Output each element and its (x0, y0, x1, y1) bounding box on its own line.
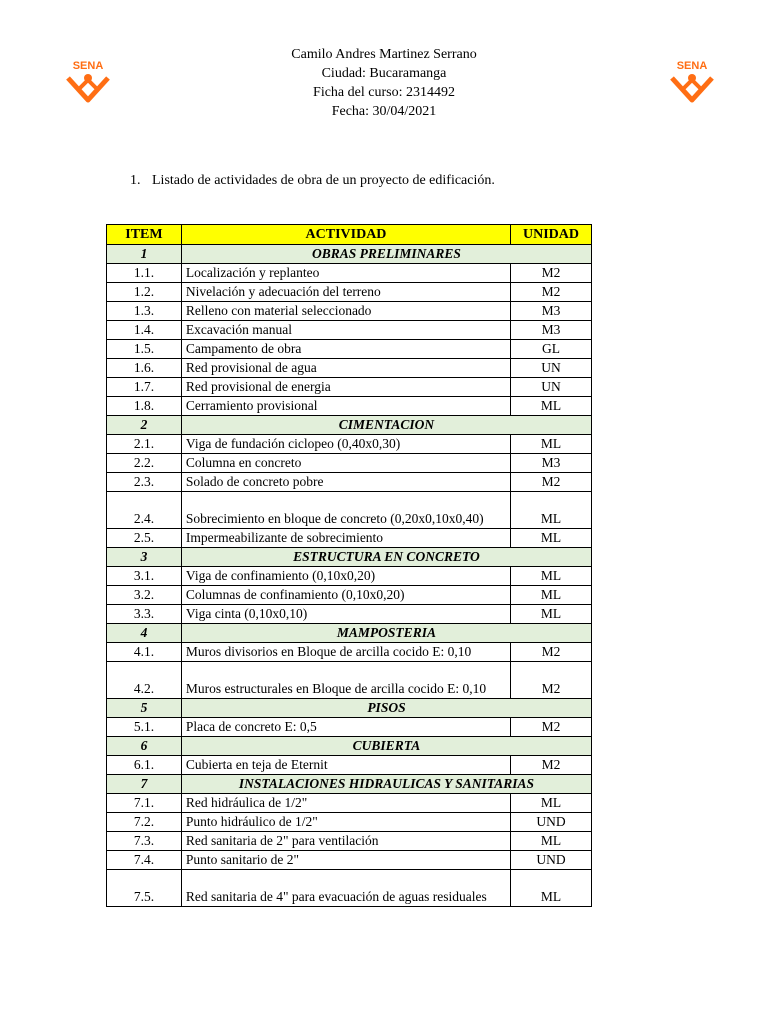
section-row (107, 699, 592, 718)
table-row (107, 473, 592, 492)
item-number: 7.4. (107, 851, 182, 870)
table-row (107, 492, 592, 529)
section-number: 4 (107, 624, 182, 643)
table-body (107, 245, 592, 907)
item-number: 1.2. (107, 283, 182, 302)
section-row (107, 624, 592, 643)
table-row (107, 605, 592, 624)
item-activity: Red sanitaria de 2" para ventilación (181, 832, 510, 851)
item-number: 2.4. (107, 492, 182, 529)
section-number: 1 (107, 245, 182, 264)
student-name: Camilo Andres Martinez Serrano (291, 47, 477, 62)
item-activity: Campamento de obra (181, 340, 510, 359)
item-activity: Excavación manual (181, 321, 510, 340)
table-row (107, 435, 592, 454)
item-activity: Viga de fundación ciclopeo (0,40x0,30) (181, 435, 510, 454)
item-number: 1.5. (107, 340, 182, 359)
item-number: 1.4. (107, 321, 182, 340)
section-row (107, 245, 592, 264)
table-row (107, 794, 592, 813)
task-text: Listado de actividades de obra de un proyecto de edificación. (152, 173, 495, 188)
table-row (107, 340, 592, 359)
section-title: CUBIERTA (181, 737, 591, 756)
item-activity: Muros divisorios en Bloque de arcilla cocido E: 0,10 (181, 643, 510, 662)
section-title: CIMENTACION (181, 416, 591, 435)
sena-logo-text: SENA (676, 60, 708, 72)
table-row (107, 870, 592, 907)
column-header-unit: UNIDAD (511, 225, 592, 245)
item-number: 1.6. (107, 359, 182, 378)
table-row (107, 397, 592, 416)
table-row (107, 321, 592, 340)
item-unit: ML (511, 586, 592, 605)
city-line: Ciudad: Bucaramanga (321, 66, 447, 81)
item-unit: M2 (511, 718, 592, 737)
table-row (107, 283, 592, 302)
item-number: 2.5. (107, 529, 182, 548)
item-activity: Red sanitaria de 4" para evacuación de aguas residuales (181, 870, 510, 907)
item-unit: ML (511, 794, 592, 813)
item-number: 7.5. (107, 870, 182, 907)
item-activity: Cubierta en teja de Eternit (181, 756, 510, 775)
item-activity: Sobrecimiento en bloque de concreto (0,20x0,10x0,40) (181, 492, 510, 529)
section-row (107, 548, 592, 567)
sena-logo-text: SENA (72, 60, 104, 72)
course-ficha-line: Ficha del curso: 2314492 (313, 85, 455, 100)
section-row (107, 416, 592, 435)
table-row (107, 813, 592, 832)
item-number: 5.1. (107, 718, 182, 737)
document-header (184, 45, 584, 121)
item-unit: ML (511, 529, 592, 548)
item-number: 2.2. (107, 454, 182, 473)
item-unit: M2 (511, 643, 592, 662)
item-unit: ML (511, 492, 592, 529)
item-number: 2.1. (107, 435, 182, 454)
item-number: 6.1. (107, 756, 182, 775)
item-activity: Muros estructurales en Bloque de arcilla cocido E: 0,10 (181, 662, 510, 699)
sena-logo-right (666, 56, 718, 106)
table-row (107, 567, 592, 586)
column-header-item: ITEM (107, 225, 182, 245)
item-unit: M2 (511, 264, 592, 283)
item-unit: ML (511, 870, 592, 907)
item-number: 3.1. (107, 567, 182, 586)
item-activity: Red provisional de agua (181, 359, 510, 378)
item-unit: ML (511, 605, 592, 624)
item-unit: GL (511, 340, 592, 359)
table-row (107, 718, 592, 737)
table-header-row (107, 225, 592, 245)
table-row (107, 586, 592, 605)
item-unit: M2 (511, 662, 592, 699)
table-row (107, 378, 592, 397)
table-row (107, 302, 592, 321)
item-unit: M2 (511, 283, 592, 302)
item-activity: Cerramiento provisional (181, 397, 510, 416)
table-row (107, 264, 592, 283)
item-number: 7.3. (107, 832, 182, 851)
item-activity: Relleno con material seleccionado (181, 302, 510, 321)
item-number: 7.2. (107, 813, 182, 832)
item-number: 7.1. (107, 794, 182, 813)
item-number: 3.3. (107, 605, 182, 624)
item-number: 1.7. (107, 378, 182, 397)
item-activity: Punto sanitario de 2" (181, 851, 510, 870)
item-activity: Placa de concreto E: 0,5 (181, 718, 510, 737)
section-title: INSTALACIONES HIDRAULICAS Y SANITARIAS (181, 775, 591, 794)
item-unit: UND (511, 851, 592, 870)
item-activity: Viga de confinamiento (0,10x0,20) (181, 567, 510, 586)
table-row (107, 832, 592, 851)
section-number: 3 (107, 548, 182, 567)
item-number: 4.1. (107, 643, 182, 662)
item-number: 1.3. (107, 302, 182, 321)
section-title: ESTRUCTURA EN CONCRETO (181, 548, 591, 567)
item-number: 1.1. (107, 264, 182, 283)
column-header-activity: ACTIVIDAD (181, 225, 510, 245)
section-number: 6 (107, 737, 182, 756)
item-activity: Nivelación y adecuación del terreno (181, 283, 510, 302)
item-activity: Localización y replanteo (181, 264, 510, 283)
item-unit: ML (511, 567, 592, 586)
activities-table (106, 224, 592, 907)
item-unit: UN (511, 378, 592, 397)
item-activity: Impermeabilizante de sobrecimiento (181, 529, 510, 548)
section-row (107, 775, 592, 794)
table-row (107, 756, 592, 775)
section-number: 5 (107, 699, 182, 718)
item-unit: ML (511, 397, 592, 416)
item-number: 2.3. (107, 473, 182, 492)
table-row (107, 359, 592, 378)
table-row (107, 851, 592, 870)
task-number: 1. (130, 173, 141, 188)
section-number: 2 (107, 416, 182, 435)
table-row (107, 529, 592, 548)
item-activity: Punto hidráulico de 1/2" (181, 813, 510, 832)
item-unit: M3 (511, 454, 592, 473)
date-line: Fecha: 30/04/2021 (331, 104, 437, 119)
table-row (107, 643, 592, 662)
section-title: PISOS (181, 699, 591, 718)
item-unit: M2 (511, 473, 592, 492)
item-unit: UND (511, 813, 592, 832)
item-unit: UN (511, 359, 592, 378)
section-row (107, 737, 592, 756)
item-number: 4.2. (107, 662, 182, 699)
item-activity: Red hidráulica de 1/2" (181, 794, 510, 813)
sena-logo-left (62, 56, 114, 106)
table-row (107, 454, 592, 473)
section-number: 7 (107, 775, 182, 794)
item-unit: ML (511, 435, 592, 454)
item-number: 1.8. (107, 397, 182, 416)
section-title: OBRAS PRELIMINARES (181, 245, 591, 264)
item-activity: Red provisional de energia (181, 378, 510, 397)
item-activity: Columnas de confinamiento (0,10x0,20) (181, 586, 510, 605)
item-unit: ML (511, 832, 592, 851)
section-title: MAMPOSTERIA (181, 624, 591, 643)
item-number: 3.2. (107, 586, 182, 605)
task-heading (130, 172, 495, 190)
item-unit: M3 (511, 302, 592, 321)
item-activity: Solado de concreto pobre (181, 473, 510, 492)
table-row (107, 662, 592, 699)
item-unit: M3 (511, 321, 592, 340)
item-activity: Columna en concreto (181, 454, 510, 473)
item-activity: Viga cinta (0,10x0,10) (181, 605, 510, 624)
item-unit: M2 (511, 756, 592, 775)
